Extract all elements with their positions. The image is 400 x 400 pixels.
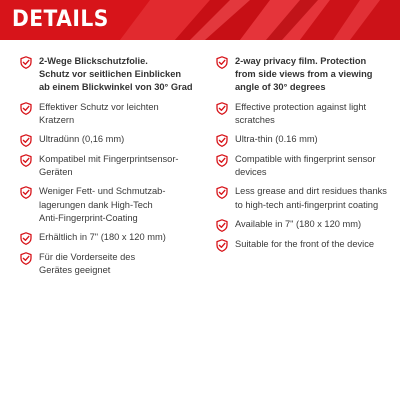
german-feature-item [20, 251, 206, 277]
english-feature-list [216, 55, 396, 258]
german-feature-item [20, 55, 206, 95]
german-feature-list [20, 55, 206, 283]
german-feature-item [20, 133, 206, 147]
shield-check-icon [216, 56, 228, 69]
german-feature-text: Erhältlich in 7" (180 x 120 mm) [39, 232, 166, 243]
english-feature-item [216, 218, 396, 232]
english-feature-text: Suitable for the front of the device [235, 238, 375, 249]
german-feature-item [20, 153, 206, 179]
header-banner [0, 0, 400, 40]
header-title: DETAILS [12, 7, 109, 32]
shield-check-icon [20, 134, 32, 147]
shield-check-icon [216, 239, 228, 252]
shield-check-icon [20, 56, 32, 69]
shield-check-icon [216, 134, 228, 147]
shield-check-icon [20, 252, 32, 265]
german-feature-text: Kompatibel mit Fingerprintsensor- Geräten [39, 154, 179, 178]
english-feature-text: Available in 7" (180 x 120 mm) [235, 218, 362, 229]
german-feature-text: Ultradünn (0,16 mm) [39, 134, 125, 145]
german-feature-text: 2-Wege Blickschutzfolie. Schutz vor seitlichen Einblicken ab einem Blickwinkel von 30° Grad [39, 56, 193, 93]
shield-check-icon [20, 102, 32, 115]
english-feature-text: Ultra-thin (0.16 mm) [235, 134, 318, 145]
german-feature-text: Für die Vorderseite des Gerätes geeignet [39, 252, 136, 276]
german-feature-item [20, 185, 206, 225]
english-feature-text: 2-way privacy film. Protection from side views from a viewing angle of 30° degrees [235, 56, 373, 93]
german-feature-text: Weniger Fett- und Schmutzab- lagerungen dank High-Tech Anti-Fingerprint-Coating [39, 186, 166, 223]
german-feature-text: Effektiver Schutz vor leichten Kratzern [39, 101, 159, 125]
shield-check-icon [20, 186, 32, 199]
english-feature-text: Compatible with fingerprint sensor devices [235, 154, 376, 178]
shield-check-icon [20, 232, 32, 245]
english-feature-item [216, 55, 396, 95]
german-feature-item [20, 231, 206, 245]
english-feature-item [216, 185, 396, 211]
english-feature-text: Less grease and dirt residues thanks to high-tech anti-fingerprint coating [235, 186, 387, 210]
english-feature-item [216, 153, 396, 179]
english-feature-item [216, 101, 396, 127]
shield-check-icon [216, 186, 228, 199]
german-feature-item [20, 101, 206, 127]
english-feature-item [216, 238, 396, 252]
shield-check-icon [216, 219, 228, 232]
english-feature-text: Effective protection against light scratches [235, 101, 367, 125]
english-feature-item [216, 133, 396, 147]
shield-check-icon [216, 102, 228, 115]
shield-check-icon [216, 154, 228, 167]
shield-check-icon [20, 154, 32, 167]
